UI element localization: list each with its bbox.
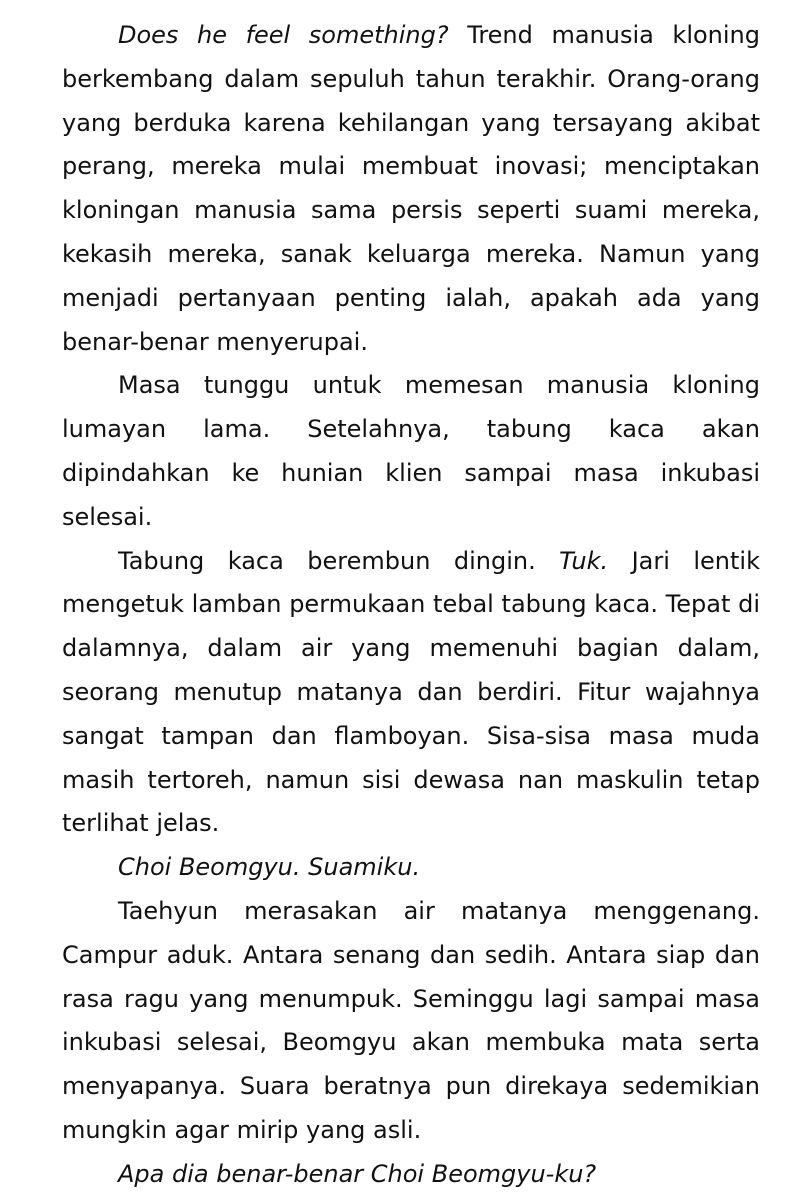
italic-text: Apa dia benar-benar Choi Beomgyu-ku? xyxy=(118,1159,597,1188)
paragraph xyxy=(62,364,760,539)
body-text: Jari lentik mengetuk lamban permukaan tebal tabung kaca. Tepat di dalamnya, dalam air yang memenuhi bagian dalam, seorang menutup matanya dan berdiri. Fitur wajahnya sangat tampan dan flamboyan. Sisa-sisa masa muda masih tertoreh, namun sisi dewasa nan maskulin tetap terlihat jelas. xyxy=(62,546,760,838)
paragraph xyxy=(62,890,760,1153)
paragraph xyxy=(62,540,760,847)
body-text: Tabung kaca berembun dingin. xyxy=(118,546,560,575)
paragraph xyxy=(62,1153,760,1197)
body-text: Taehyun merasakan air matanya menggenang. Campur aduk. Antara senang dan sedih. Antara siap dan rasa ragu yang menumpuk. Seminggu lagi sampai masa inkubasi selesai, Beomgyu akan membuka mata serta menyapanya. Suara beratnya pun direkaya sedemikian mungkin agar mirip yang asli. xyxy=(62,896,760,1144)
body-text: Masa tunggu untuk memesan manusia kloning lumayan lama. Setelahnya, tabung kaca akan dipindahkan ke hunian klien sampai masa inkubasi selesai. xyxy=(62,371,760,531)
paragraph xyxy=(62,14,760,364)
body-text: Trend manusia kloning berkembang dalam sepuluh tahun terakhir. Orang-orang yang berduka karena kehilangan yang tersayang akibat perang, mereka mulai membuat inovasi; menciptakan kloningan manusia sama persis seperti suami mereka, kekasih mereka, sanak keluarga mereka. Namun yang menjadi pertanyaan penting ialah, apakah ada yang benar-benar menyerupai. xyxy=(62,21,760,356)
italic-text: Tuk. xyxy=(559,546,609,575)
document-page xyxy=(62,14,760,1197)
italic-text: Choi Beomgyu. Suamiku. xyxy=(118,853,421,882)
italic-text: Does he feel something? xyxy=(118,21,449,49)
paragraph xyxy=(62,846,760,890)
